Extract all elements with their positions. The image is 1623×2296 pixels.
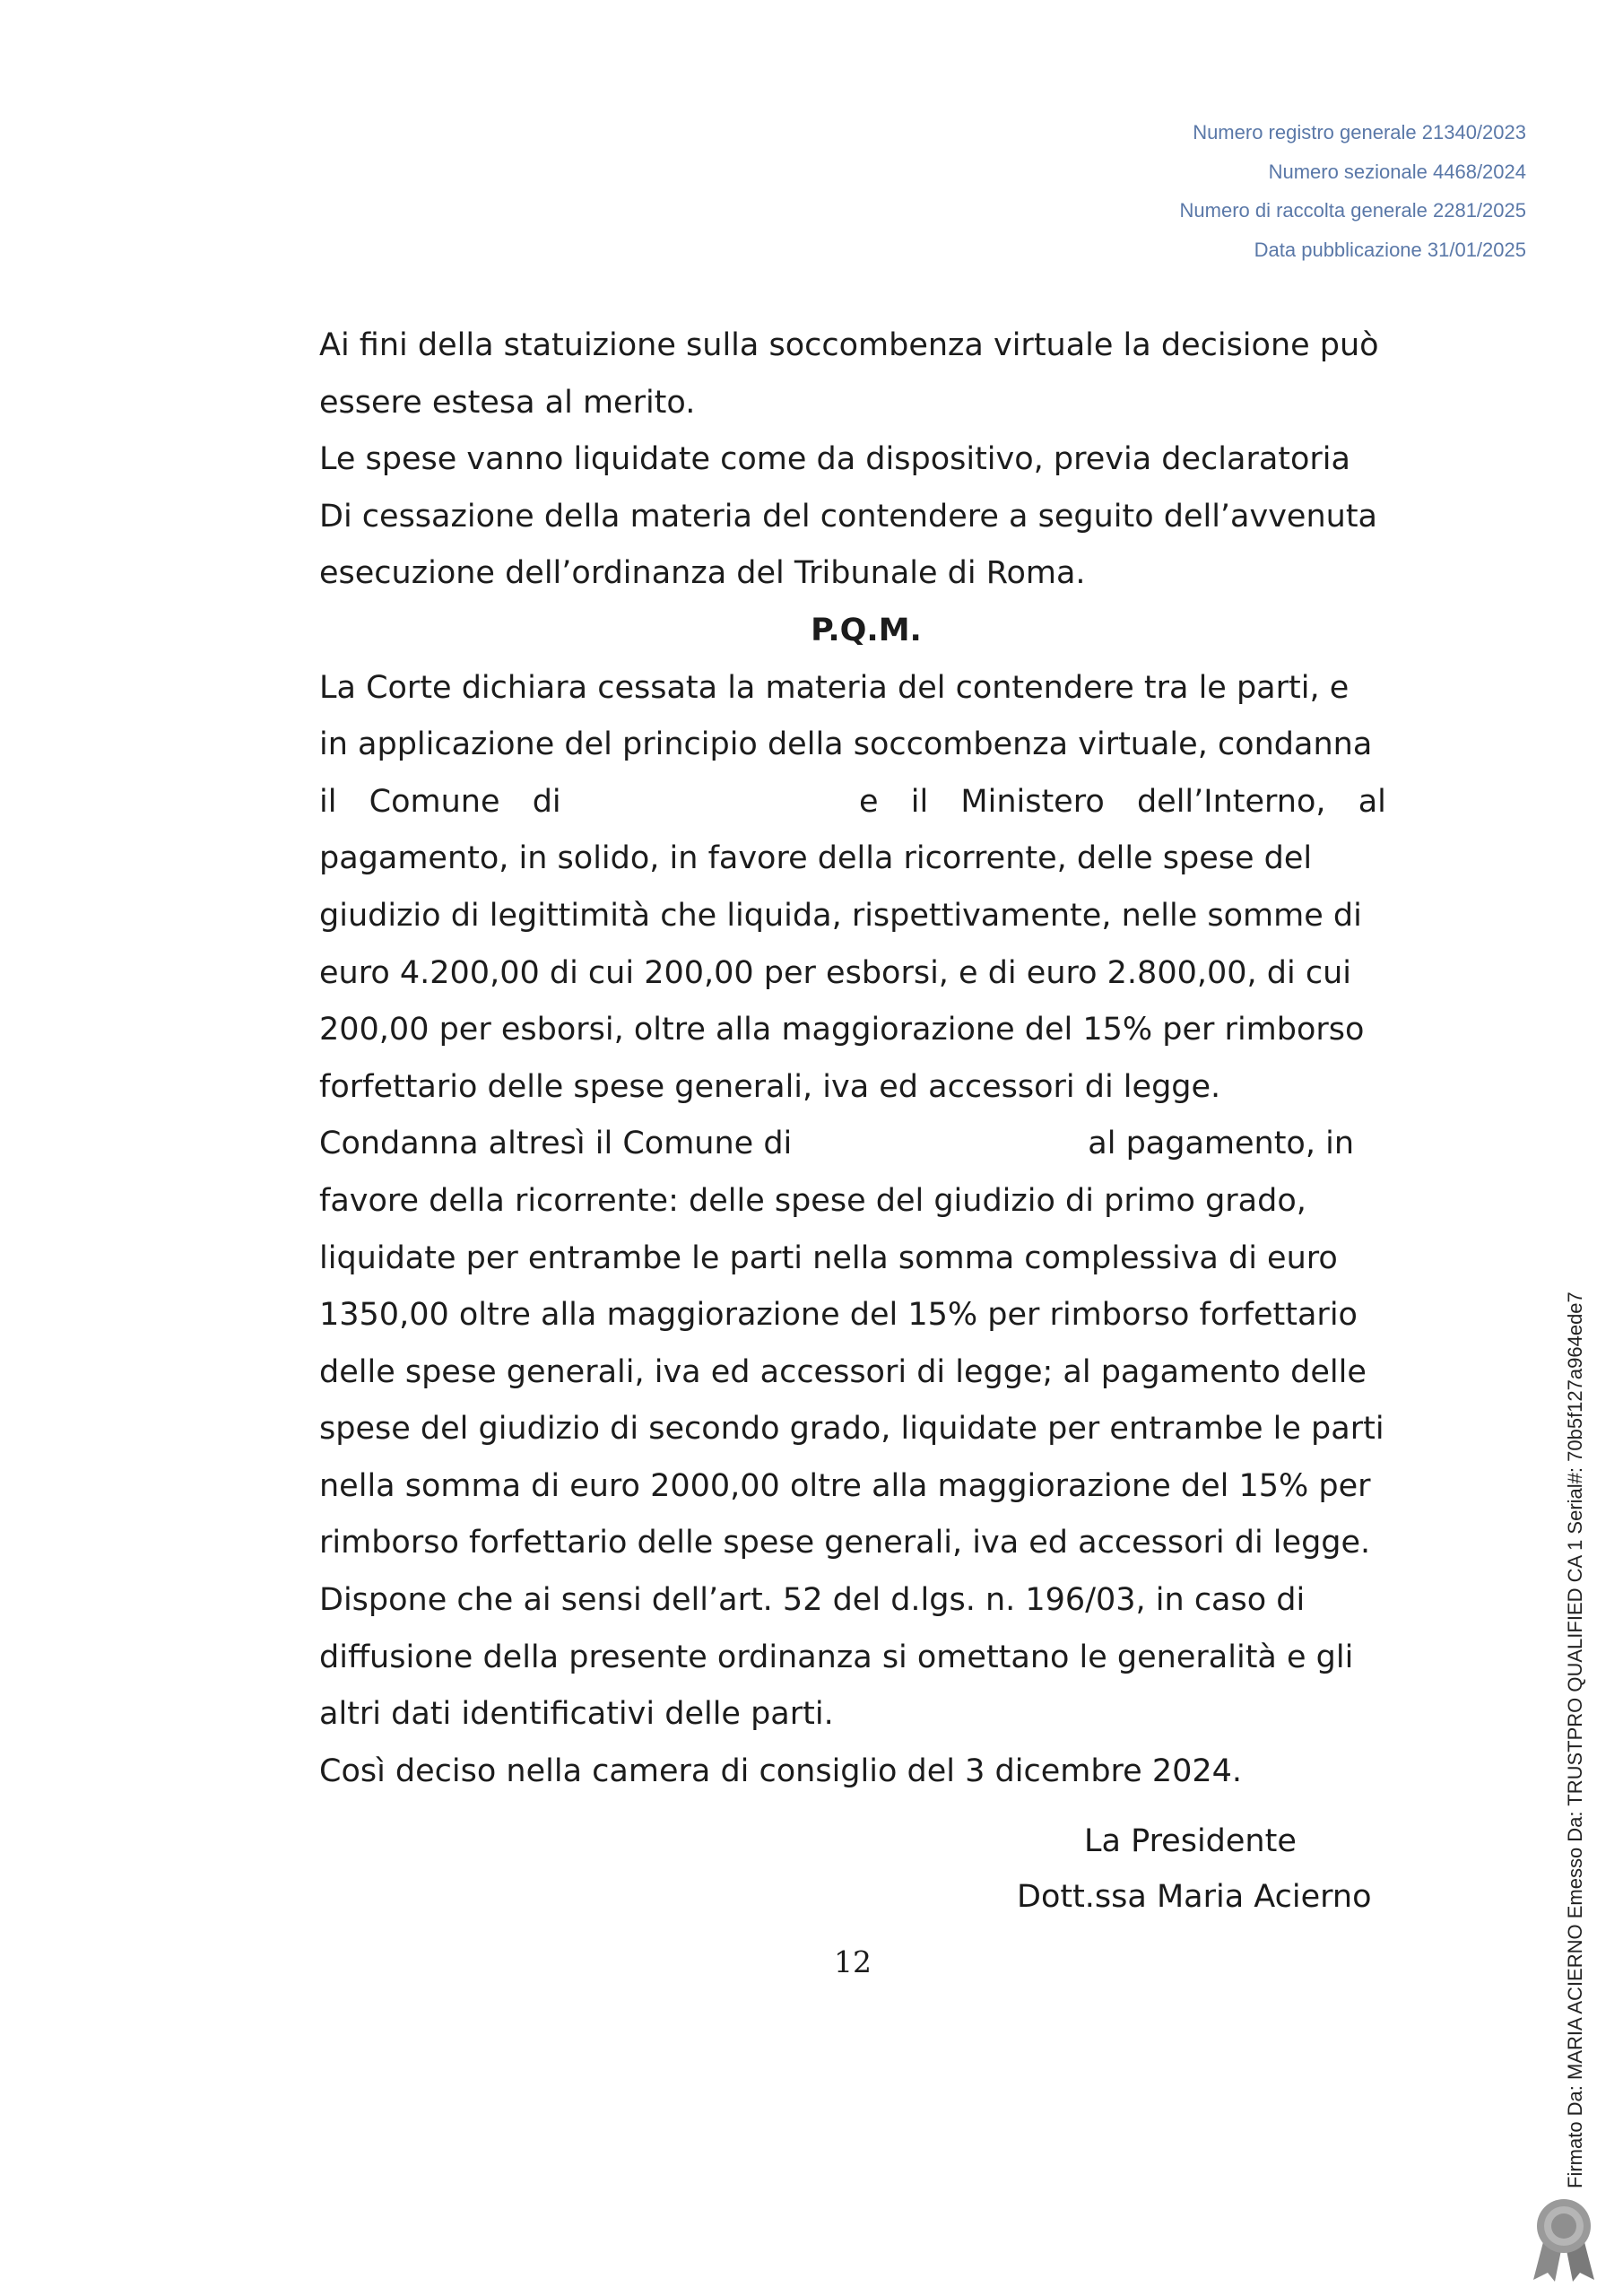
paragraph-line: esecuzione dell’ordinanza del Tribunale di Roma. (319, 555, 1086, 592)
document-header (1180, 113, 1526, 269)
registro-generale: Numero registro generale 21340/2023 (1193, 121, 1526, 144)
paragraph-line: delle spese generali, iva ed accessori di legge; al pagamento delle (319, 1353, 1367, 1390)
signature-name: Dott.ssa Maria Acierno (1017, 1879, 1372, 1915)
paragraph-line: rimborso forfettario delle spese generali, iva ed accessori di legge. (319, 1525, 1371, 1561)
paragraph-line: in applicazione del principio della soccombenza virtuale, condanna (319, 726, 1373, 763)
paragraph-line: 1350,00 oltre alla maggiorazione del 15% per rimborso forfettario (319, 1297, 1358, 1334)
paragraph-line: pagamento, in solido, in favore della ricorrente, delle spese del (319, 840, 1313, 877)
paragraph-line: Ai fini della statuizione sulla soccombenza virtuale la decisione può (319, 327, 1379, 363)
paragraph-line: altri dati identificativi delle parti. (319, 1696, 834, 1733)
paragraph-line: 200,00 per esborsi, oltre alla maggiorazione del 15% per rimborso (319, 1012, 1365, 1048)
raccolta-generale: Numero di raccolta generale 2281/2025 (1179, 199, 1526, 222)
section-heading-pqm: P.Q.M. (811, 612, 922, 648)
document-body (319, 317, 1386, 1800)
digital-signature-text: Firmato Da: MARIA ACIERNO Emesso Da: TRUSTPRO QUALIFIED CA 1 Serial#: 70b5f127a964ede7 (1564, 1292, 1586, 2188)
numero-sezionale: Numero sezionale 4468/2024 (1268, 160, 1526, 183)
page-number: 12 (834, 1944, 872, 1979)
data-pubblicazione: Data pubblicazione 31/01/2025 (1254, 238, 1526, 261)
paragraph-line: diffusione della presente ordinanza si omettano le generalità e gli (319, 1639, 1354, 1675)
paragraph-line: Le spese vanno liquidate come da dispositivo, previa declaratoria (319, 441, 1350, 478)
signature-role: La Presidente (1084, 1823, 1297, 1859)
paragraph-line: La Corte dichiara cessata la materia del contendere tra le parti, e (319, 669, 1350, 706)
paragraph-line: Di cessazione della materia del contendere a seguito dell’avvenuta (319, 498, 1378, 535)
paragraph-line: spese del giudizio di secondo grado, liquidate per entrambe le parti (319, 1411, 1384, 1448)
paragraph-line: liquidate per entrambe le parti nella somma complessiva di euro (319, 1239, 1338, 1276)
paragraph-line: euro 4.200,00 di cui 200,00 per esborsi, e di euro 2.800,00, di cui (319, 954, 1351, 991)
paragraph-line: favore della ricorrente: delle spese del giudizio di primo grado, (319, 1182, 1306, 1219)
paragraph-line-redacted: il Comune di e il Ministero dell’Interno, al (319, 774, 1386, 831)
seal-ribbon-icon (1526, 2194, 1601, 2283)
paragraph-line: nella somma di euro 2000,00 oltre alla maggiorazione del 15% per (319, 1467, 1371, 1504)
paragraph-line: giudizio di legittimità che liquida, rispettivamente, nelle somme di (319, 897, 1362, 934)
paragraph-line: Così deciso nella camera di consiglio del 3 dicembre 2024. (319, 1752, 1243, 1789)
paragraph-line: forfettario delle spese generali, iva ed accessori di legge. (319, 1068, 1221, 1105)
paragraph-line: essere estesa al merito. (319, 384, 696, 421)
paragraph-line-redacted: Condanna altresì il Comune di al pagamento, in (319, 1126, 1354, 1162)
redacted-text (594, 774, 827, 831)
paragraph-line: Dispone che ai sensi dell’art. 52 del d.lgs. n. 196/03, in caso di (319, 1582, 1306, 1619)
